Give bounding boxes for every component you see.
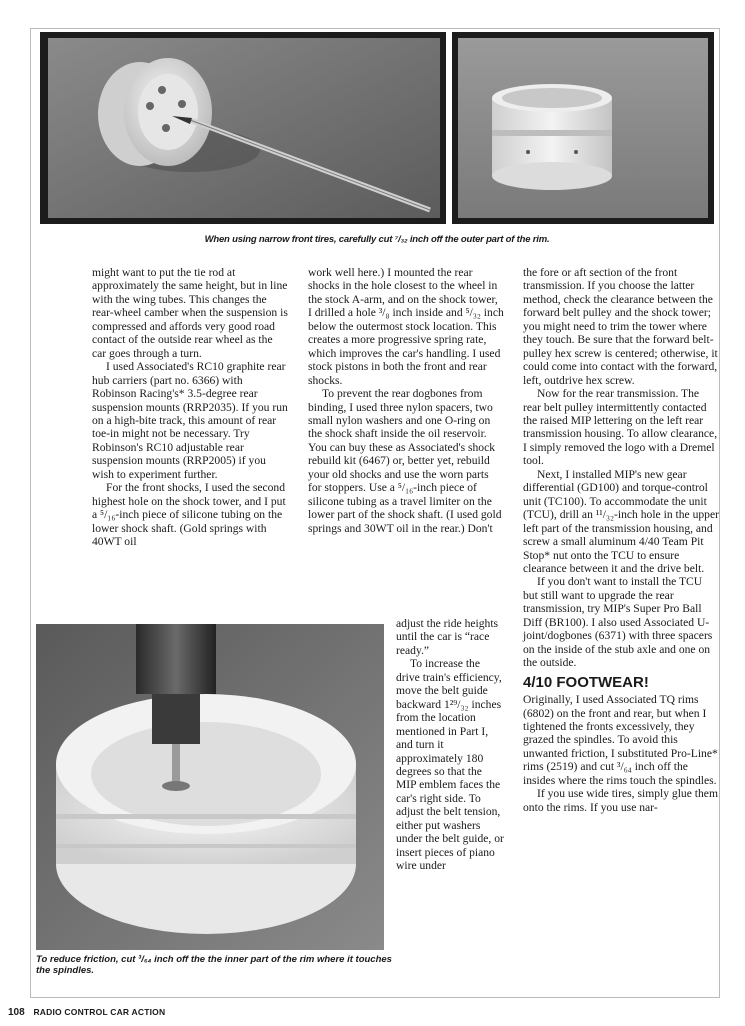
paragraph: For the front shocks, I used the second highest hole on the shock tower, and I put a ⁵/₁₆-inch piece of silicone tubing on the lower shock shaft. (Gold springs with 40WT oil bbox=[92, 481, 286, 549]
photo-drill-on-rim bbox=[36, 624, 384, 950]
article-column-2-continued bbox=[396, 617, 504, 873]
article-column-1 bbox=[92, 266, 288, 549]
paragraph: the fore or aft section of the front transmission. If you choose the latter method, check the clearance between the forward belt pulley and the shock tower; you might need to trim the tower where they touch. Be sure that the forward belt-pulley hex screw is centered; otherwise, it could come into contact with the forward, left, outdrive hex screw. bbox=[523, 266, 718, 387]
page-number: 108 bbox=[8, 1007, 25, 1018]
bottom-photo-caption: To reduce friction, cut ³/₆₄ inch off the the inner part of the rim where it touches the spindles. bbox=[36, 954, 392, 976]
paragraph: If you don't want to install the TCU but still want to upgrade the rear transmission, try MIP's Super Pro Ball Diff (BR100). I also used Associated U-joint/dogbones (6371) with three spacers on the inside of the stub axle and one on the outside. bbox=[523, 575, 713, 670]
paragraph: If you use wide tires, simply glue them onto the rims. If you use nar- bbox=[523, 787, 718, 814]
paragraph: Next, I installed MIP's new gear differential (GD100) and torque-control unit (TC100). To accommodate the unit (TCU), drill an ¹¹/₃₂-inch hole in the upper left part of the transmission housing, and screw a small aluminum 4/40 Team Pit Stop* nut onto the TCU to ensure clearance between it and the drive belt. bbox=[523, 467, 719, 575]
publication-name: RADIO CONTROL CAR ACTION bbox=[33, 1007, 166, 1017]
paragraph: work well here.) I mounted the rear shocks in the hole closest to the wheel in the stock A-arm, and on the shock tower, I drilled a hole ³/₈ inch inside and ⁵/₃₂ inch below the outermost stock location. This creates a more progressive spring rate, which improves the car's handling. I used stock pistons in both the front and rear shocks. bbox=[308, 266, 504, 387]
photo-rim bbox=[452, 32, 714, 224]
photo-rim-with-knife bbox=[40, 32, 446, 224]
paragraph: Now for the rear transmission. The rear belt pulley intermittently contacted the raised MIP lettering on the left rear transmission housing. To allow clearance, I simply removed the logo with a Dremel tool. bbox=[523, 387, 718, 468]
paragraph: might want to put the tie rod at approximately the same height, but in line with the wing tubes. This changes the rear-wheel camber when the suspension is compressed and affords very good road contact of the outside rear wheel as the car goes through a turn. bbox=[92, 266, 288, 360]
paragraph: Originally, I used Associated TQ rims (6802) on the front and rear, but when I tightened the fronts excessively, they grazed the spindles. To avoid this unwanted friction, I substituted Pro-Line* rims (2519) and cut ³/₆₄ inch off the insides where the rims touch the spindles. bbox=[523, 693, 718, 787]
paragraph: To prevent the rear dogbones from binding, I used three nylon spacers, two small nylon washers and one O-ring on the shock shaft inside the oil reservoir. You can buy these as Associated's shock rebuild kit (6467) or, better yet, rebuild your old shocks and use the worn parts for stoppers. Use a ⁵/₁₆-inch piece of silicone tubing as a travel limiter on the lower part of the shock shaft. (I used gold springs and 30WT oil in the rear.) Don't bbox=[308, 387, 502, 535]
top-photo-caption: When using narrow front tires, carefully cut ⁷/₃₂ inch off the outer part of the rim. bbox=[204, 234, 550, 245]
paragraph: To increase the drive train's efficiency, move the belt guide backward 1²⁹/₃₂ inches from the location mentioned in Part I, and turn it approximately 180 degrees so that the MIP emblem faces the car's right side. To adjust the belt tension, either put washers under the belt guide, or insert pieces of piano wire under bbox=[396, 657, 504, 873]
article-column-2 bbox=[308, 266, 504, 535]
page-footer bbox=[8, 1007, 165, 1018]
article-column-3 bbox=[523, 266, 719, 814]
paragraph: adjust the ride heights until the car is “race ready.” bbox=[396, 617, 499, 657]
section-heading: 4/10 FOOTWEAR! bbox=[523, 673, 649, 691]
paragraph: I used Associated's RC10 graphite rear hub carriers (part no. 6366) with Robinson Racing's* 3.5-degree rear suspension mounts (RRP2035). If you run on a high-bite track, this amount of rear toe-in might not be necessary. Try Robinson's RC10 adjustable rear suspension mounts (RRP2005) if you wish to experiment further. bbox=[92, 360, 288, 481]
